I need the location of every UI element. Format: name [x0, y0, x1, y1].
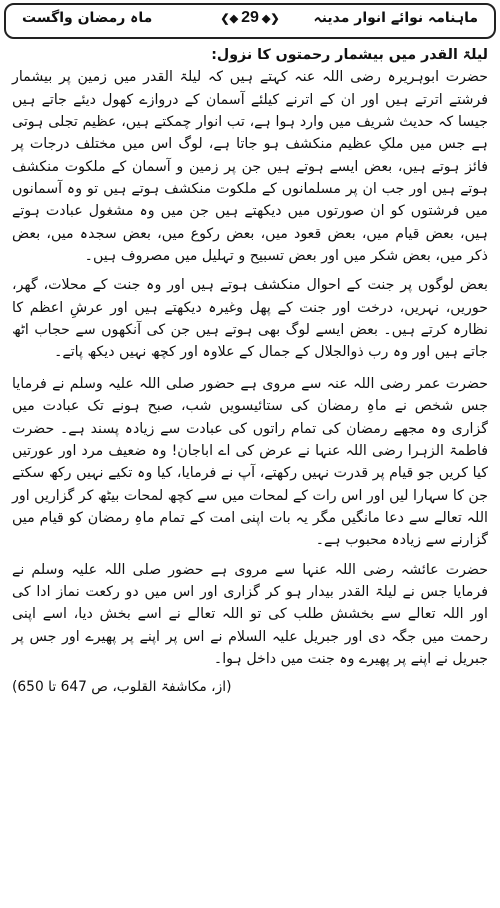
article-body [12, 44, 488, 906]
ornament-right-icon: ◆❯ [261, 12, 280, 25]
paragraph-1: حضرت ابوہریرہ رضی اللہ عنہ کہتے ہیں کہ لیلۃ القدر میں زمین پر بیشمار فرشتے اترتے ہیں اور ان کے اترنے کیلئے آسمان کے دروازے کھول دیئے جاتے ہیں جیسا کہ حدیث شریف میں وارد ہوا ہے، تب انوار چمکتے ہیں، عظیم تجلی ہوتی ہے جس میں ملکِ عظیم منکشف ہو جاتا ہے، لوگ اس میں مختلف درجات پر فائز ہوتے ہیں، بعض ایسے ہوتے ہیں جن پر زمین و آسمان کے ملکوت منکشف ہوتے ہیں اور جب ان پر مسلمانوں کے ملکوت منکشف ہوتے ہیں تو وہ آسمانوں میں فرشتوں کو ان صورتوں میں دیکھتے ہیں جن میں وہ مشغول عبادت ہوتے ہیں، بعض قیام میں، بعض قعود میں، بعض رکوع میں، بعض سجدہ میں، بعض ذکر میں، بعض شکر میں اور بعض تسبیح و تہلیل میں مصروف ہیں۔ [12, 69, 488, 265]
page-number-badge [220, 9, 279, 27]
paragraph-2: بعض لوگوں پر جنت کے احوال منکشف ہوتے ہیں اور وہ جنت کے محلات، گھر، حوریں، نہریں، درخت اور جنت کے پھل وغیرہ دیکھتے ہیں اور عرشِ اعظم کا نظارہ کرتے ہیں۔ بعض ایسے لوگ بھی ہوتے ہیں جن کی آنکھوں سے حجاب اٹھ جاتے ہیں اور وہ رب ذوالجلال کے جمال کے علاوہ اور کچھ نہیں دیکھ پاتے۔ [12, 277, 488, 361]
magazine-title: ماہنامہ نوائے انوار مدینہ [313, 10, 478, 26]
paragraph-4: حضرت عائشہ رضی اللہ عنہا سے مروی ہے حضور صلی اللہ علیہ وسلم نے فرمایا جس نے لیلۃ القدر بیدار ہو کر گزاری اور اس میں دو رکعت نماز ادا کی اور اللہ تعالے سے بخشش طلب کی تو اللہ تعالے نے اسے بخش دیا، اسے اپنی رحمت میں جگہ دی اور جبریل علیہ السلام نے اس پر اپنے پر پھیرے اور جس پر جبریل نے اپنے پر پھیرے وہ جنت میں داخل ہوا۔ [12, 561, 488, 667]
page-header [4, 3, 496, 39]
issue-title: ماہ رمضان واگست [22, 10, 153, 26]
paragraph-3: حضرت عمر رضی اللہ عنہ سے مروی ہے حضور صلی اللہ علیہ وسلم نے فرمایا جس شخص نے ماہِ رمضان کی ستائیسویں شب، صبح ہونے تک عبادت میں گزاری وہ مجھے رمضان کی تمام راتوں کی عبادت سے زیادہ پسند ہے۔ حضرت فاطمۃ الزہرا رضی اللہ عنہا نے عرض کی اے اباجان! وہ ضعیف مرد اور عورتیں کیا کریں جو قیام پر قدرت نہیں رکھتے، آپ نے فرمایا، کیا وہ تکیے نہیں رکھ سکتے جن کا سہارا لیں اور اس رات کے لمحات میں سے کچھ لمحات بیٹھ کر گزاریں اور اللہ تعالے سے دعا مانگیں مگر یہ بات اپنی امت کے تمام ماہِ رمضان کو قیام میں گزارنے سے زیادہ محبوب ہے۔ [12, 375, 488, 549]
page-number: 29 [241, 9, 259, 26]
ornament-left-icon: ❮◆ [220, 12, 239, 25]
section-heading: لیلۃ القدر میں بیشمار رحمتوں کا نزول: [211, 47, 488, 63]
source-reference: (از، مکاشفۃ القلوب، ص 647 تا 650) [12, 679, 232, 696]
